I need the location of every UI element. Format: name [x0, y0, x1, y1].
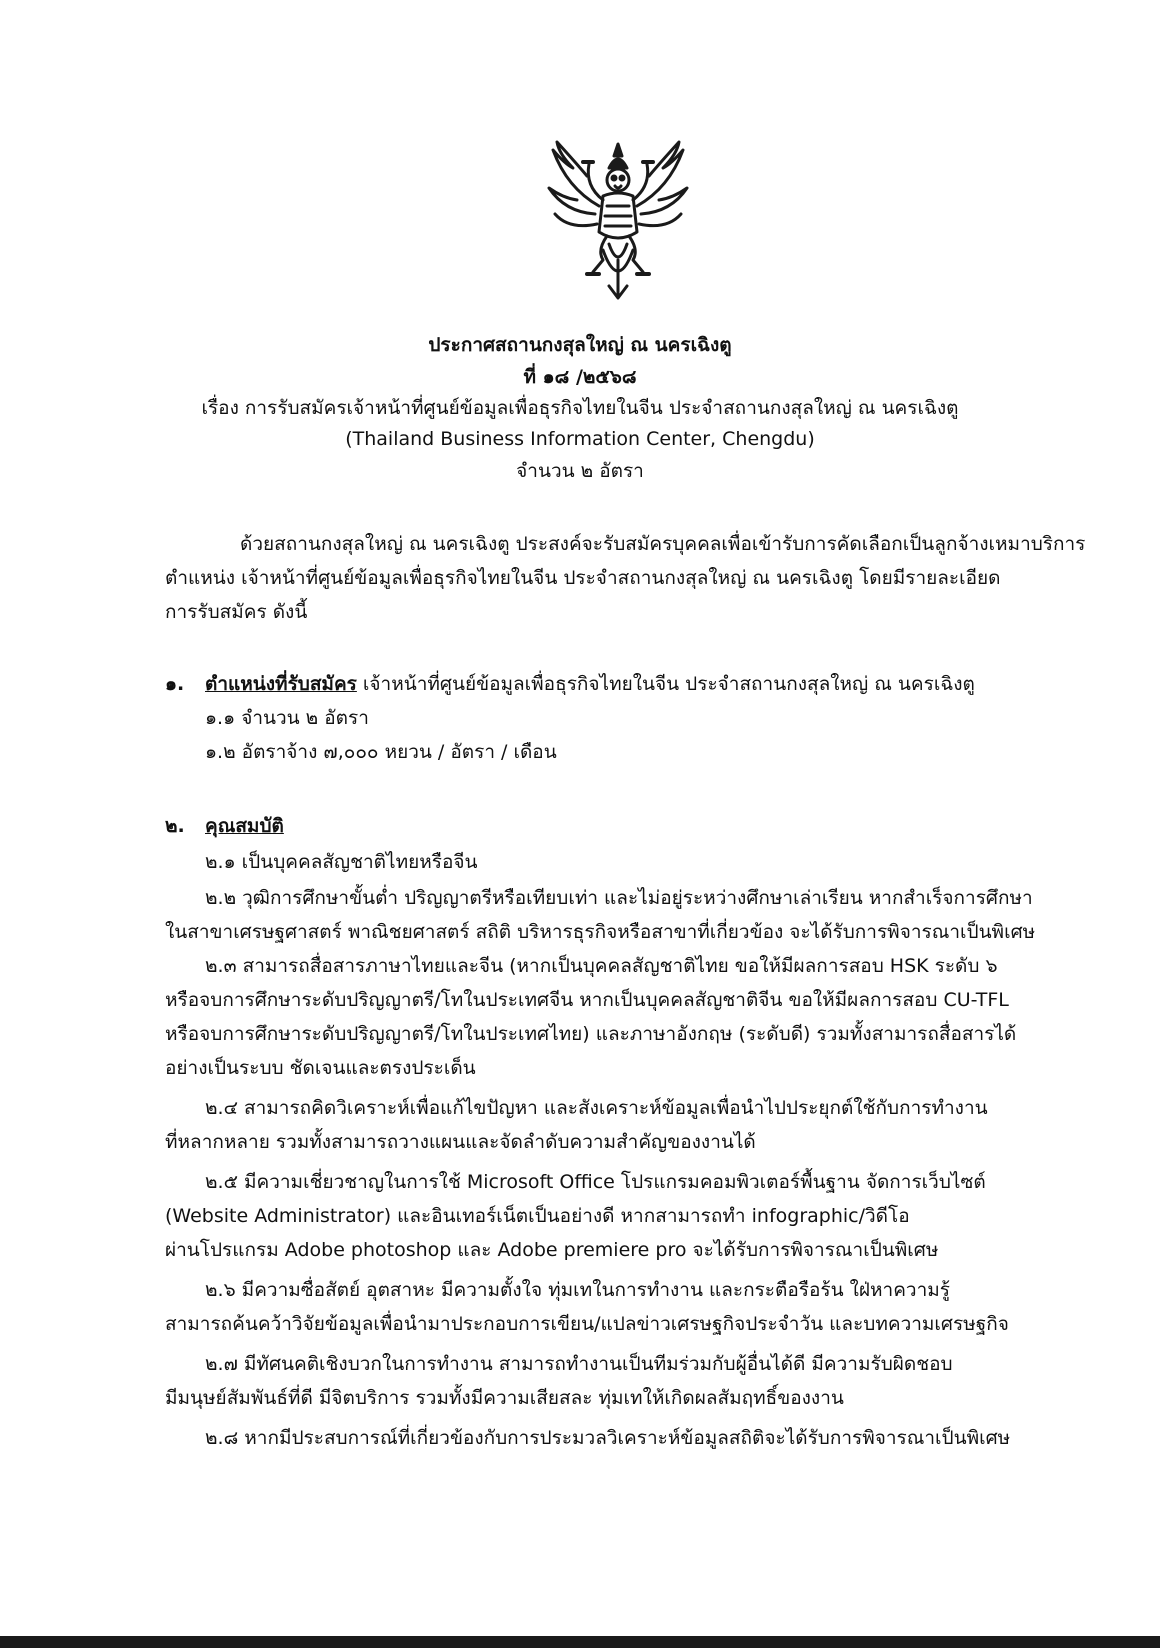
qualification-line: อย่างเป็นระบบ ชัดเจนและตรงประเด็น: [165, 1057, 476, 1079]
section-1-text: เจ้าหน้าที่ศูนย์ข้อมูลเพื่อธุรกิจไทยในจีน ประจำสถานกงสุลใหญ่ ณ นครเฉิงตู: [356, 673, 975, 695]
section-1-item: ๑.๒ อัตราจ้าง ๗,๐๐๐ หยวน / อัตรา / เดือน: [205, 741, 557, 763]
announcement-number: ที่ ๑๘ /๒๕๖๘: [523, 366, 637, 388]
intro-paragraph-line: การรับสมัคร ดังนี้: [165, 601, 308, 623]
section-1-number: ๑.: [165, 673, 185, 695]
section-1-heading: ตำแหน่งที่รับสมัคร: [205, 673, 357, 695]
qualification-line: (Website Administrator) และอินเทอร์เน็ตเป็นอย่างดี หากสามารถทำ infographic/วิดีโอ: [165, 1205, 910, 1227]
section-2-number: ๒.: [165, 815, 185, 837]
intro-paragraph-line: ตำแหน่ง เจ้าหน้าที่ศูนย์ข้อมูลเพื่อธุรกิจไทยในจีน ประจำสถานกงสุลใหญ่ ณ นครเฉิงตู โดยมีรายละเอียด: [165, 567, 1001, 589]
section-1-line: [205, 670, 975, 698]
qualification-line: หรือจบการศึกษาระดับปริญญาตรี/โทในประเทศไทย) และภาษาอังกฤษ (ระดับดี) รวมทั้งสามารถสื่อสารได้: [165, 1023, 1017, 1045]
qualification-line: มีมนุษย์สัมพันธ์ที่ดี มีจิตบริการ รวมทั้งมีความเสียสละ ทุ่มเทให้เกิดผลสัมฤทธิ์ของงาน: [165, 1387, 844, 1409]
qualification-line: ในสาขาเศรษฐศาสตร์ พาณิชยศาสตร์ สถิติ บริหารธุรกิจหรือสาขาที่เกี่ยวข้อง จะได้รับการพิจารณาเป็นพิเศษ: [165, 921, 1036, 943]
section-2-heading: คุณสมบัติ: [205, 815, 284, 837]
intro-paragraph-line: ด้วยสถานกงสุลใหญ่ ณ นครเฉิงตู ประสงค์จะรับสมัครบุคคลเพื่อเข้ารับการคัดเลือกเป็นลูกจ้างเหมาบริการ: [240, 533, 1086, 555]
qualification-line: ๒.๕ มีความเชี่ยวชาญในการใช้ Microsoft Office โปรแกรมคอมพิวเตอร์พื้นฐาน จัดการเว็บไซต์: [205, 1171, 986, 1193]
qualification-line: ๒.๓ สามารถสื่อสารภาษาไทยและจีน (หากเป็นบุคคลสัญชาติไทย ขอให้มีผลการสอบ HSK ระดับ ๖: [205, 955, 998, 977]
qualification-line: ๒.๑ เป็นบุคคลสัญชาติไทยหรือจีน: [205, 851, 478, 873]
scan-bottom-edge: [0, 1636, 1160, 1648]
qualification-line: สามารถค้นคว้าวิจัยข้อมูลเพื่อนำมาประกอบการเขียน/แปลข่าวเศรษฐกิจประจำวัน และบทความเศรษฐกิจ: [165, 1313, 1009, 1335]
section-1-item: ๑.๑ จำนวน ๒ อัตรา: [205, 707, 369, 729]
garuda-emblem-icon: [543, 140, 693, 300]
announcement-subject-en: (Thailand Business Information Center, Chengdu): [345, 428, 815, 450]
qualification-line: ๒.๘ หากมีประสบการณ์ที่เกี่ยวข้องกับการประมวลวิเคราะห์ข้อมูลสถิติจะได้รับการพิจารณาเป็นพิเศษ: [205, 1427, 1011, 1449]
announcement-subject: เรื่อง การรับสมัครเจ้าหน้าที่ศูนย์ข้อมูลเพื่อธุรกิจไทยในจีน ประจำสถานกงสุลใหญ่ ณ นครเฉิงตู: [201, 397, 959, 419]
qualification-line: ๒.๖ มีความซื่อสัตย์ อุตสาหะ มีความตั้งใจ ทุ่มเทในการทำงาน และกระตือรือร้น ใฝ่หาความรู้: [205, 1279, 950, 1301]
announcement-count: จำนวน ๒ อัตรา: [516, 460, 644, 482]
qualification-line: ๒.๗ มีทัศนคติเชิงบวกในการทำงาน สามารถทำงานเป็นทีมร่วมกับผู้อื่นได้ดี มีความรับผิดชอบ: [205, 1353, 953, 1375]
qualification-line: ๒.๔ สามารถคิดวิเคราะห์เพื่อแก้ไขปัญหา และสังเคราะห์ข้อมูลเพื่อนำไปประยุกต์ใช้กับการทำงาน: [205, 1097, 988, 1119]
qualification-line: ๒.๒ วุฒิการศึกษาขั้นต่ำ ปริญญาตรีหรือเทียบเท่า และไม่อยู่ระหว่างศึกษาเล่าเรียน หากสำเร็จการศึกษา: [205, 887, 1033, 909]
qualification-line: ที่หลากหลาย รวมทั้งสามารถวางแผนและจัดลำดับความสำคัญของงานได้: [165, 1131, 756, 1153]
qualification-line: หรือจบการศึกษาระดับปริญญาตรี/โทในประเทศจีน หากเป็นบุคคลสัญชาติจีน ขอให้มีผลการสอบ CU-TFL: [165, 989, 1009, 1011]
qualification-line: ผ่านโปรแกรม Adobe photoshop และ Adobe premiere pro จะได้รับการพิจารณาเป็นพิเศษ: [165, 1239, 939, 1261]
announcement-title: ประกาศสถานกงสุลใหญ่ ณ นครเฉิงตู: [428, 334, 732, 356]
